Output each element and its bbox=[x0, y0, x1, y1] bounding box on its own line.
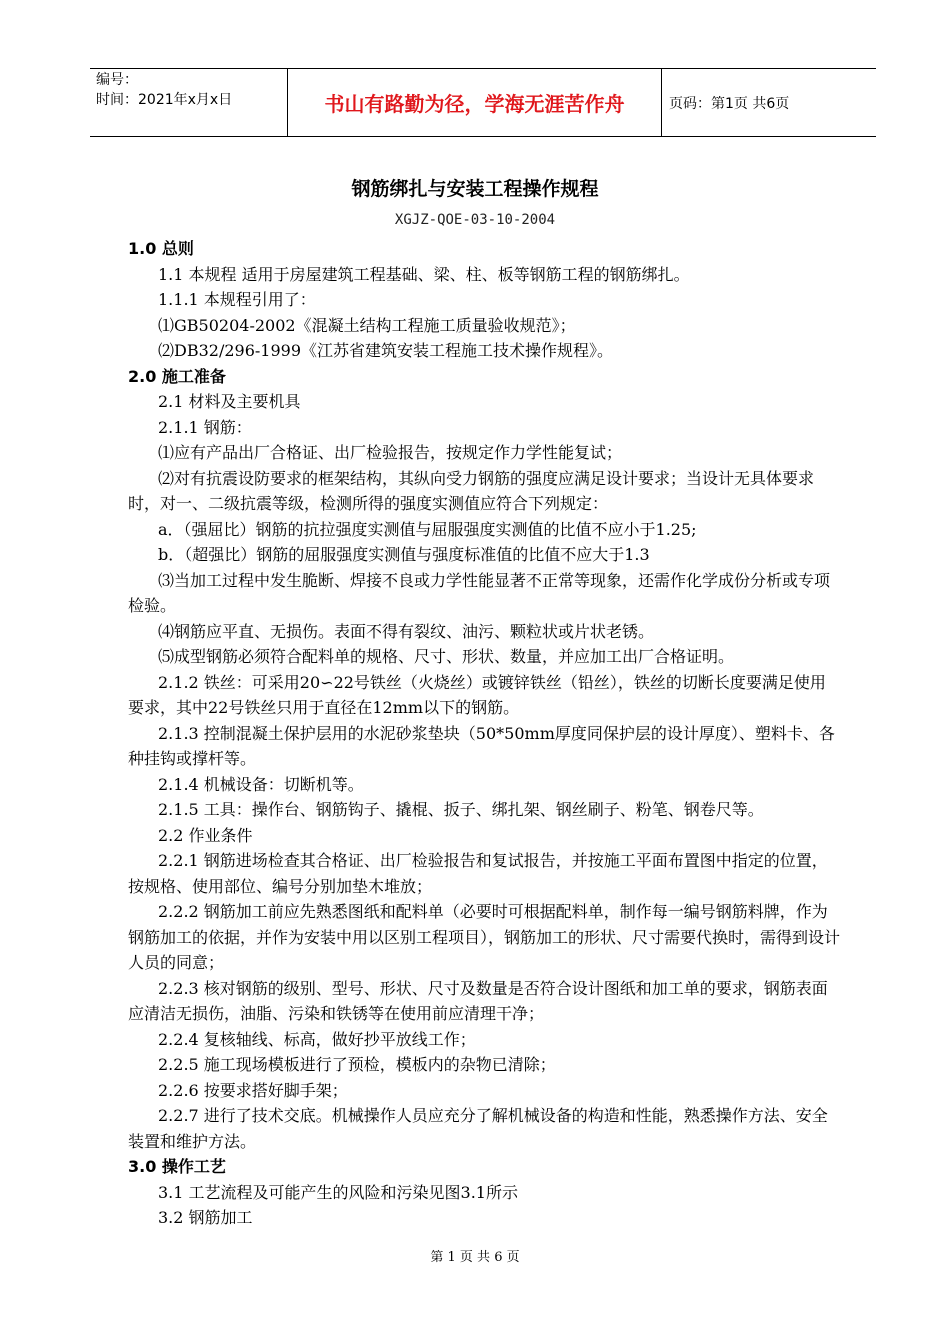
paragraph: 2.2.1 钢筋进场检查其合格证、出厂检验报告和复试报告，并按施工平面布置图中指定的位置，按规格、使用部位、编号分别加垫木堆放； bbox=[128, 851, 828, 896]
header-meta-cell bbox=[90, 69, 287, 137]
page-footer: 第 1 页 共 6 页 bbox=[430, 1250, 520, 1265]
paragraph: ⑶当加工过程中发生脆断、焊接不良或力学性能显著不正常等现象，还需作化学成份分析或专项检验。 bbox=[128, 570, 831, 615]
section-heading: 1.0 总则 bbox=[128, 239, 194, 258]
paragraph: 2.2 作业条件 bbox=[158, 825, 253, 845]
paragraph: ⑷钢筋应平直、无损伤。表面不得有裂纹、油污、颗粒状或片状老锈。 bbox=[158, 621, 655, 641]
paragraph: 2.1.5 工具：操作台、钢筋钩子、撬棍、扳子、绑扎架、钢丝刷子、粉笔、钢卷尺等。 bbox=[158, 800, 764, 819]
document-body bbox=[128, 236, 840, 1231]
section-heading: 3.0 操作工艺 bbox=[128, 1157, 226, 1176]
paragraph: 2.2.2 钢筋加工前应先熟悉图纸和配料单（必要时可根据配料单，制作每一编号钢筋料牌，作为钢筋加工的依据，并作为安装中用以区别工程项目），钢筋加工的形状、尺寸需要代换时，需得到设计人员的同意； bbox=[128, 902, 841, 972]
paragraph: ⑵对有抗震设防要求的框架结构，其纵向受力钢筋的强度应满足设计要求；当设计无具体要求时，对一、二级抗震等级，检测所得的强度实测值应符合下列规定： bbox=[128, 468, 815, 513]
paragraph: ⑴应有产品出厂合格证、出厂检验报告，按规定作力学性能复试； bbox=[158, 443, 623, 462]
paragraph: 2.2.3 核对钢筋的级别、型号、形状、尺寸及数量是否符合设计图纸和加工单的要求，钢筋表面应清洁无损伤，油脂、污染和铁锈等在使用前应清理干净； bbox=[128, 978, 828, 1023]
paragraph: ⑵DB32/296-1999《江苏省建筑安装工程施工技术操作规程》。 bbox=[158, 341, 614, 360]
paragraph: b．（超强比）钢筋的屈服强度实测值与强度标准值的比值不应大于1.3 bbox=[158, 545, 650, 564]
paragraph: a．（强屈比）钢筋的抗拉强度实测值与屈服强度实测值的比值不应小于1.25; bbox=[158, 519, 697, 539]
paragraph: 2.2.5 施工现场模板进行了预检，模板内的杂物已清除； bbox=[158, 1055, 556, 1074]
paragraph: 2.1.4 机械设备：切断机等。 bbox=[158, 774, 364, 794]
paragraph: 2.2.7 进行了技术交底。机械操作人员应充分了解机械设备的构造和性能，熟悉操作方法、安全装置和维护方法。 bbox=[128, 1106, 828, 1151]
paragraph: ⑴GB50204-2002《混凝土结构工程施工质量验收规范》； bbox=[158, 315, 576, 335]
paragraph: 2.1.3 控制混凝土保护层用的水泥砂浆垫块（50*50mm厚度同保护层的设计厚度）、塑料卡、各种挂钩或撑杆等。 bbox=[128, 723, 835, 768]
paragraph: 2.1 材料及主要机具 bbox=[158, 392, 301, 411]
document-title: 钢筋绑扎与安装工程操作规程 bbox=[351, 178, 599, 200]
header-motto: 书山有路勤为径，学海无涯苦作舟 bbox=[287, 69, 662, 136]
page-header-table bbox=[90, 68, 876, 137]
paragraph: 2.2.6 按要求搭好脚手架； bbox=[158, 1080, 348, 1100]
paragraph: 3.1 工艺流程及可能产生的风险和污染见图3.1所示 bbox=[158, 1182, 518, 1202]
paragraph: 3.2 钢筋加工 bbox=[158, 1208, 253, 1227]
document-code: XGJZ-QOE-03-10-2004 bbox=[394, 212, 556, 228]
paragraph: 1.1 本规程 适用于房屋建筑工程基础、梁、柱、板等钢筋工程的钢筋绑扎。 bbox=[158, 264, 690, 284]
paragraph: 2.1.1 钢筋： bbox=[158, 417, 252, 437]
time-label: 时间：2021年x月x日 bbox=[96, 92, 233, 108]
paragraph: ⑸成型钢筋必须符合配料单的规格、尺寸、形状、数量，并应加工出厂合格证明。 bbox=[158, 647, 735, 666]
number-label: 编号： bbox=[96, 72, 138, 88]
section-heading: 2.0 施工准备 bbox=[128, 366, 226, 386]
paragraph: 2.2.4 复核轴线、标高，做好抄平放线工作； bbox=[158, 1029, 476, 1049]
paragraph: 1.1.1 本规程引用了： bbox=[158, 290, 316, 309]
paragraph: 2.1.2 铁丝：可采用20∽22号铁丝（火烧丝）或镀锌铁丝（铅丝），铁丝的切断长度要满足使用要求，其中22号铁丝只用于直径在12mm以下的钢筋。 bbox=[128, 672, 826, 717]
header-page-label: 页码：第1页 共6页 bbox=[669, 95, 790, 112]
